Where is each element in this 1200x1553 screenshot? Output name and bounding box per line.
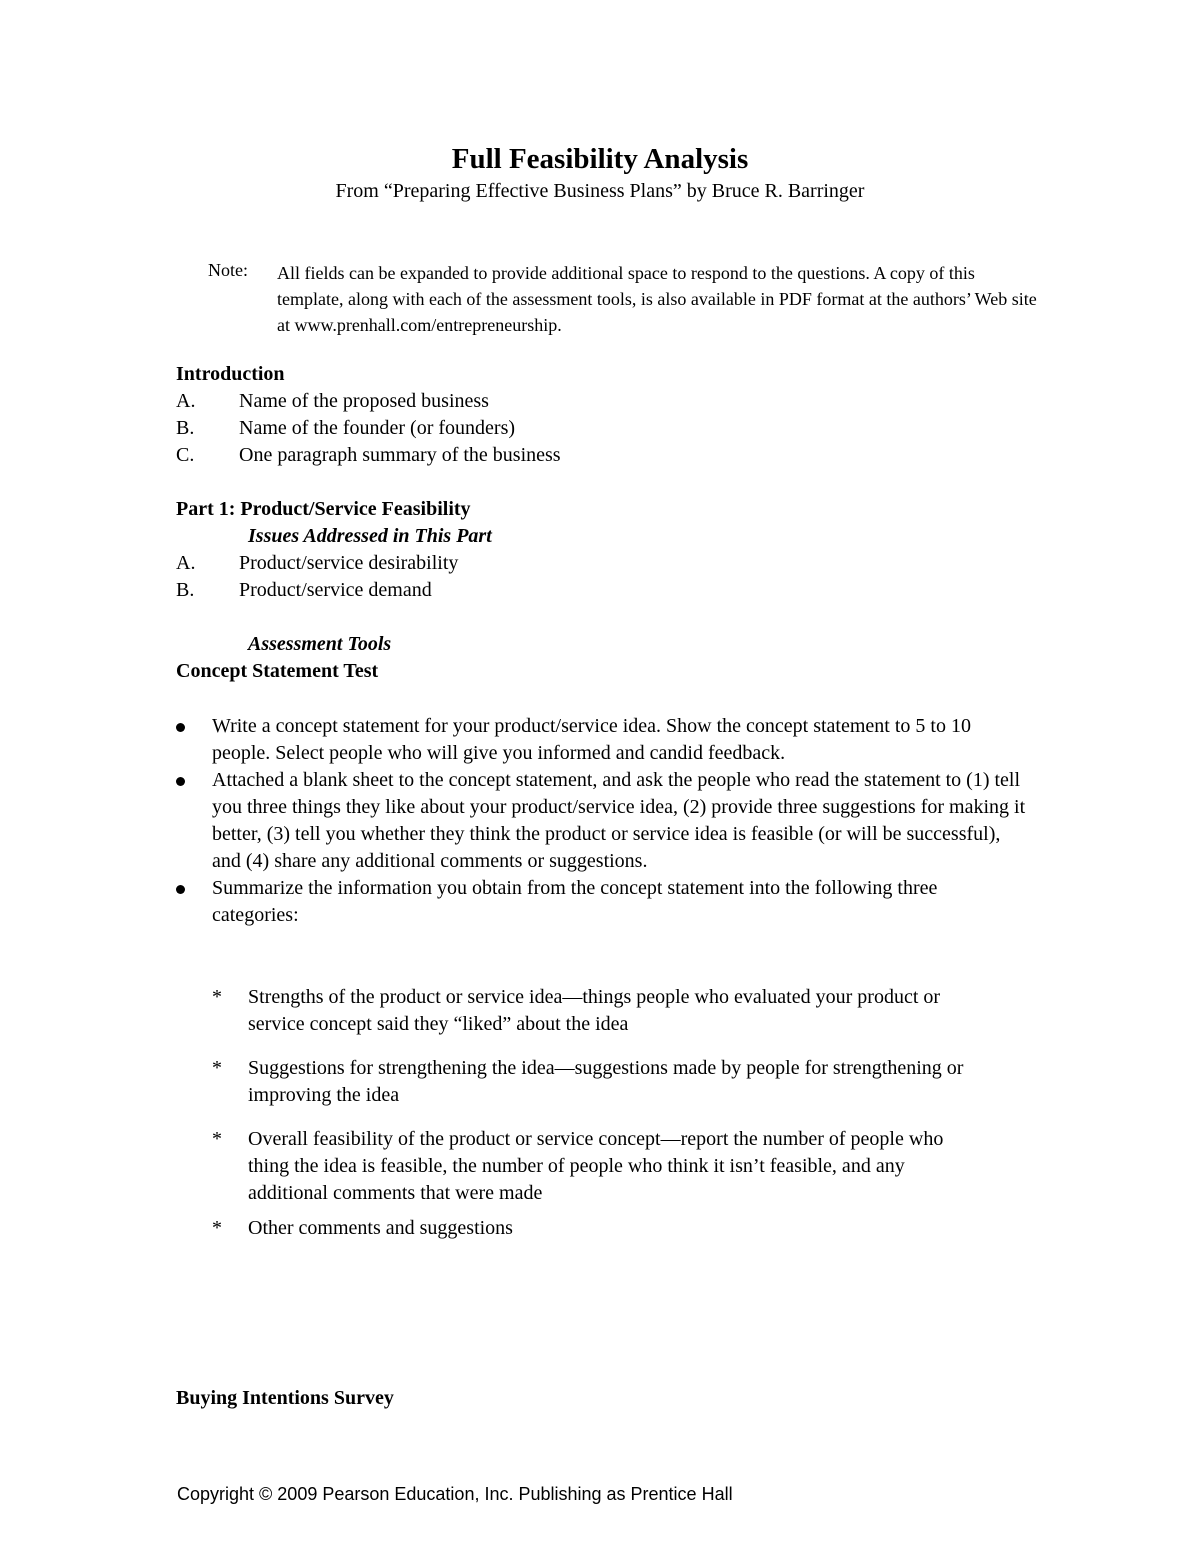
sub-item-text: Strengths of the product or service idea—things people who evaluated your product or service concept said they “liked” about the idea [248, 986, 941, 1035]
document-subtitle: From “Preparing Effective Business Plans” by Bruce R. Barringer [335, 180, 865, 202]
introduction-heading: Introduction [176, 363, 285, 385]
asterisk-icon: * [212, 1128, 222, 1150]
introduction-item [176, 444, 561, 467]
note-text: All fields can be expanded to provide additional space to respond to the questions. A copy of this template, along with each of the assessment tools, is also available in PDF format at the authors’ Web site at www.prenhall.com/entrepreneurship. [277, 263, 1037, 335]
copyright-footer: Copyright © 2009 Pearson Education, Inc. Publishing as Prentice Hall [177, 1484, 733, 1504]
item-text: Product/service demand [239, 579, 432, 601]
item-letter: C. [176, 444, 195, 466]
part1-item [176, 579, 432, 602]
item-text: One paragraph summary of the business [239, 444, 561, 466]
item-text: Name of the founder (or founders) [239, 417, 516, 439]
bullet-text: Write a concept statement for your product/service idea. Show the concept statement to 5 to 10 people. Select people who will give you informed and candid feedback. [212, 715, 971, 764]
document-title: Full Feasibility Analysis [451, 143, 749, 175]
item-letter: A. [176, 552, 196, 574]
bullet-icon [176, 777, 185, 786]
introduction-item [176, 390, 489, 413]
asterisk-icon: * [212, 1217, 222, 1239]
sub-item-text: Other comments and suggestions [248, 1217, 513, 1239]
bullet-text: Attached a blank sheet to the concept statement, and ask the people who read the statement to (1) tell you three things they like about your product/service idea, (2) provide three suggestions for making it better, (3) tell you whether they think the product or service idea is feasible (or will be successful), and (4) share any additional comments or suggestions. [212, 769, 1026, 872]
bullet-icon [176, 885, 185, 894]
asterisk-icon: * [212, 986, 222, 1008]
sub-item-text: Suggestions for strengthening the idea—suggestions made by people for strengthening or improving the idea [248, 1057, 964, 1106]
bullet-text: Summarize the information you obtain from the concept statement into the following three categories: [212, 877, 938, 926]
bullet-item [176, 713, 1026, 767]
asterisk-icon: * [212, 1057, 222, 1079]
concept-bullet-list [176, 713, 1026, 929]
item-letter: A. [176, 390, 196, 412]
item-letter: B. [176, 417, 195, 439]
buying-intentions-heading: Buying Intentions Survey [176, 1387, 394, 1409]
bullet-item [176, 767, 1026, 875]
item-text: Product/service desirability [239, 552, 459, 574]
introduction-item [176, 417, 515, 440]
part1-item [176, 552, 458, 575]
sub-item-text: Overall feasibility of the product or service concept—report the number of people who thing the idea is feasible, the number of people who think it isn’t feasible, and any additional comments that were made [248, 1128, 944, 1204]
part1-heading: Part 1: Product/Service Feasibility [176, 498, 471, 520]
bullet-icon [176, 723, 185, 732]
concept-statement-heading: Concept Statement Test [176, 660, 379, 682]
item-letter: B. [176, 579, 195, 601]
assessment-tools-heading: Assessment Tools [248, 633, 392, 655]
bullet-item [176, 875, 1026, 929]
issues-heading: Issues Addressed in This Part [248, 525, 492, 547]
note-label: Note: [208, 260, 248, 280]
item-text: Name of the proposed business [239, 390, 489, 412]
